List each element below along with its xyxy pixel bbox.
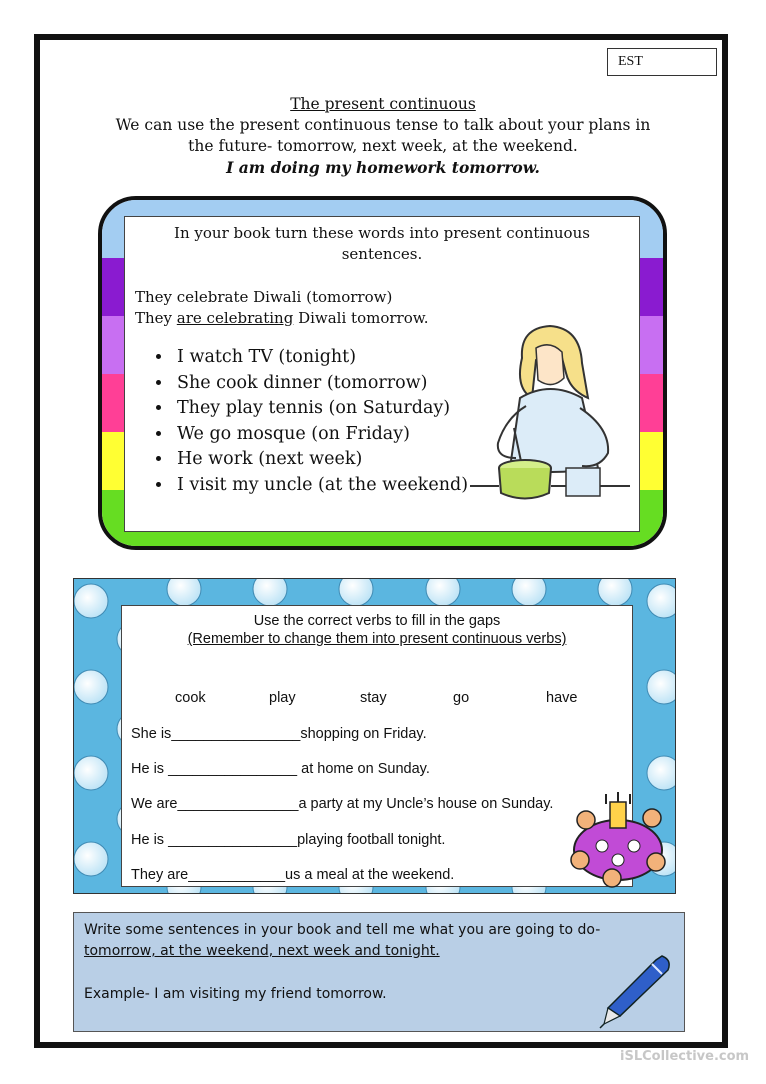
exercise2-note: (Remember to change them into present continuous verbs)	[187, 631, 567, 647]
answer-blank[interactable]: ________________	[171, 726, 301, 742]
example-answer-verb: are celebrating	[176, 309, 294, 327]
exercise1-instruction	[125, 223, 639, 265]
sentence-start: She is	[131, 726, 172, 742]
word-bank-item: stay	[360, 690, 387, 706]
exercise1-instruction-line-1: In your book turn these words into present continuous	[174, 224, 590, 242]
example-prompt: They celebrate Diwali (tomorrow)	[135, 288, 393, 306]
word-bank-item: have	[546, 690, 578, 706]
pen-icon	[596, 950, 676, 1030]
exercise3-box	[73, 912, 685, 1032]
sentence-start: He is	[131, 832, 169, 848]
gap-sentence	[131, 726, 427, 742]
sentence-start: He is	[131, 761, 169, 777]
word-bank-item: go	[453, 690, 470, 706]
answer-blank[interactable]: ________________	[168, 832, 298, 848]
gap-sentence	[131, 761, 430, 777]
example-answer-suffix: Diwali tomorrow.	[293, 309, 429, 327]
sentence-start: They are	[131, 867, 189, 883]
exercise2-instruction: Use the correct verbs to fill in the gaps	[253, 613, 501, 629]
class-label-box	[607, 48, 717, 76]
class-label: EST	[618, 54, 643, 69]
list-item: • She cook dinner (tomorrow)	[173, 371, 468, 397]
list-item: • They play tennis (on Saturday)	[173, 396, 468, 422]
woman-cooking-illustration	[470, 318, 630, 518]
sentence-end: playing football tonight.	[297, 832, 446, 848]
exercise3-example: Example- I am visiting my friend tomorrow.	[84, 986, 387, 1002]
sentence-start: We are	[131, 796, 178, 812]
list-item: • We go mosque (on Friday)	[173, 422, 468, 448]
party-illustration	[566, 790, 670, 888]
word-bank-item: play	[269, 690, 296, 706]
exercise1-example	[135, 287, 429, 329]
exercise3-line-2: tomorrow, at the weekend, next week and tonight.	[84, 943, 440, 959]
exercise2-panel	[121, 605, 633, 887]
sentence-end: us a meal at the weekend.	[285, 867, 455, 883]
watermark: iSLCollective.com	[620, 1049, 750, 1064]
exercise3-line-1: Write some sentences in your book and tell me what you are going to do-	[84, 922, 601, 938]
exercise3-instruction	[84, 920, 600, 962]
sentence-end: shopping on Friday.	[300, 726, 427, 742]
gap-sentence	[131, 832, 445, 848]
sentence-end: at home on Sunday.	[297, 761, 430, 777]
exercise1-list	[155, 345, 468, 498]
exercise1-instruction-line-2: sentences.	[341, 245, 423, 263]
intro-example: I am doing my homework tomorrow.	[226, 158, 540, 177]
gap-sentence	[131, 796, 553, 812]
worksheet-title: The present continuous	[290, 95, 476, 113]
gap-sentence	[131, 867, 454, 883]
sentence-end: a party at my Uncle’s house on Sunday.	[298, 796, 554, 812]
list-item: • He work (next week)	[173, 447, 468, 473]
answer-blank[interactable]: _______________	[177, 796, 299, 812]
answer-blank[interactable]: ____________	[188, 867, 286, 883]
example-answer	[135, 308, 429, 329]
intro-line-2: the future- tomorrow, next week, at the weekend.	[188, 137, 578, 155]
exercise2-heading	[122, 612, 632, 648]
example-answer-prefix: They	[135, 309, 177, 327]
list-item: • I watch TV (tonight)	[173, 345, 468, 371]
answer-blank[interactable]: ________________	[168, 761, 298, 777]
word-bank-item: cook	[175, 690, 206, 706]
list-item: • I visit my uncle (at the weekend)	[173, 473, 468, 499]
intro-section	[80, 94, 686, 178]
intro-line-1: We can use the present continuous tense to talk about your plans in	[115, 116, 651, 134]
